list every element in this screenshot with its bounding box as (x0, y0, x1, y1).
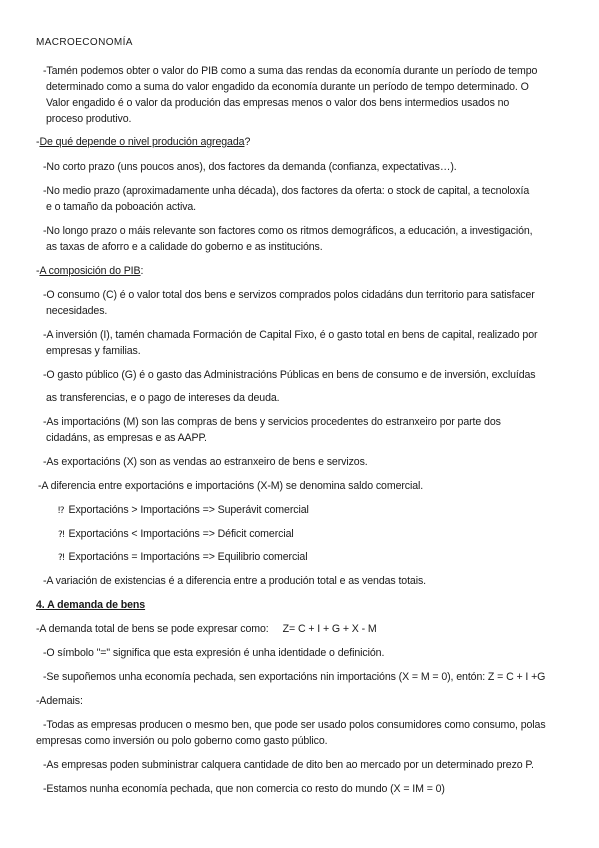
paragraph-line: -No corto prazo (uns poucos anos), dos factores da demanda (confianza, expectativas…). (43, 161, 457, 173)
sub-bullet-text: Exportacións < Importacións => Déficit comercial (68, 528, 294, 540)
paragraph-line: -Todas as empresas producen o mesmo ben, que pode ser usado polos consumidores como consumo, polas (43, 719, 546, 731)
paragraph-line: -No longo prazo o máis relevante son factores como os ritmos demográficos, a educación, a investigación, (43, 225, 533, 237)
bullet-icon: ⁈ (58, 552, 65, 562)
paragraph-line: -No medio prazo (aproximadamente unha década), dos factores da oferta: o stock de capital, a tecnoloxía (43, 185, 530, 197)
paragraph-line: -Se supoñemos unha economía pechada, sen exportacións nin importacións (X = M = 0), entón: Z = C + I +G (43, 671, 546, 683)
intro-line: Valor engadido é o valor da produción das empresas menos o valor dos bens intermedios usados no (46, 97, 510, 109)
demand-formula: Z= C + I + G + X - M (282, 623, 377, 635)
paragraph-line: -As empresas poden subministrar calquera cantidade de dito ben ao mercado por un determinado prezo P. (43, 759, 534, 771)
paragraph-line: -A inversión (I), tamén chamada Formación de Capital Fixo, é o gasto total en bens de capital, realizado por (43, 329, 538, 341)
section-heading-demand: 4. A demanda de bens (36, 599, 146, 611)
sub-bullet-item (58, 526, 294, 542)
paragraph-line: as taxas de aforro e a calidade do goberno e as institucións. (46, 241, 323, 253)
section-heading-gdp (36, 263, 143, 279)
intro-line: -Tamén podemos obter o valor do PIB como a suma das rendas da economía durante un período de tempo (43, 65, 538, 77)
intro-line: determinado como a suma do valor engadido da economía durante un período de tempo determinado. O (46, 81, 529, 93)
paragraph-line: -As exportacións (X) son as vendas ao estranxeiro de bens e servizos. (43, 456, 368, 468)
heading-text: De qué depende o nivel produción agregada (39, 136, 245, 148)
paragraph-line: cidadáns, as empresas e as AAPP. (46, 432, 207, 444)
paragraph-line: -Estamos nunha economía pechada, que non comercia co resto do mundo (X = IM = 0) (43, 783, 445, 795)
heading-text: A composición do PIB (39, 265, 141, 277)
heading-suffix: ? (244, 136, 251, 148)
sub-bullet-item (58, 549, 307, 565)
intro-line: proceso produtivo. (46, 113, 132, 125)
sub-bullet-text: Exportacións > Importacións => Superávit comercial (68, 504, 309, 516)
paragraph-line: empresas y familias. (46, 345, 141, 357)
heading-dash: - (36, 265, 40, 277)
heading-dash: - (36, 136, 40, 148)
paragraph-line: -A variación de existencias é a diferencia entre a produción total e as vendas totais. (43, 575, 427, 587)
section-heading-production (36, 134, 250, 150)
paragraph-line: -As importacións (M) son las compras de bens y servicios procedentes do estranxeiro por parte dos (43, 416, 501, 428)
heading-suffix: : (140, 265, 144, 277)
paragraph-line: -O gasto público (G) é o gasto das Administracións Públicas en bens de consumo e de inversión, excluídas (43, 369, 536, 381)
paragraph-line: e o tamaño da poboación activa. (46, 201, 197, 213)
paragraph-line: -Ademais: (36, 695, 83, 707)
page-header: MACROECONOMÍA (36, 37, 133, 48)
paragraph-line: -O símbolo "=" significa que esta expresión é unha identidade o definición. (43, 647, 385, 659)
paragraph-line: necesidades. (46, 305, 108, 317)
paragraph-line: empresas como inversión ou polo goberno como gasto público. (36, 735, 328, 747)
paragraph-line: -O consumo (C) é o valor total dos bens e servizos comprados polos cidadáns dun territorio para satisfacer (43, 289, 535, 301)
demand-definition (36, 621, 377, 637)
sub-bullet-item (58, 502, 309, 518)
bullet-icon: ⁉ (58, 505, 65, 515)
demand-text: -A demanda total de bens se pode expresar como: (36, 623, 269, 635)
sub-bullet-text: Exportacións = Importacións => Equilibrio comercial (68, 551, 308, 563)
paragraph-line: as transferencias, e o pago de intereses da deuda. (46, 392, 280, 404)
bullet-icon: ⁈ (58, 529, 65, 539)
paragraph-line: -A diferencia entre exportacións e importacións (X-M) se denomina saldo comercial. (38, 480, 424, 492)
